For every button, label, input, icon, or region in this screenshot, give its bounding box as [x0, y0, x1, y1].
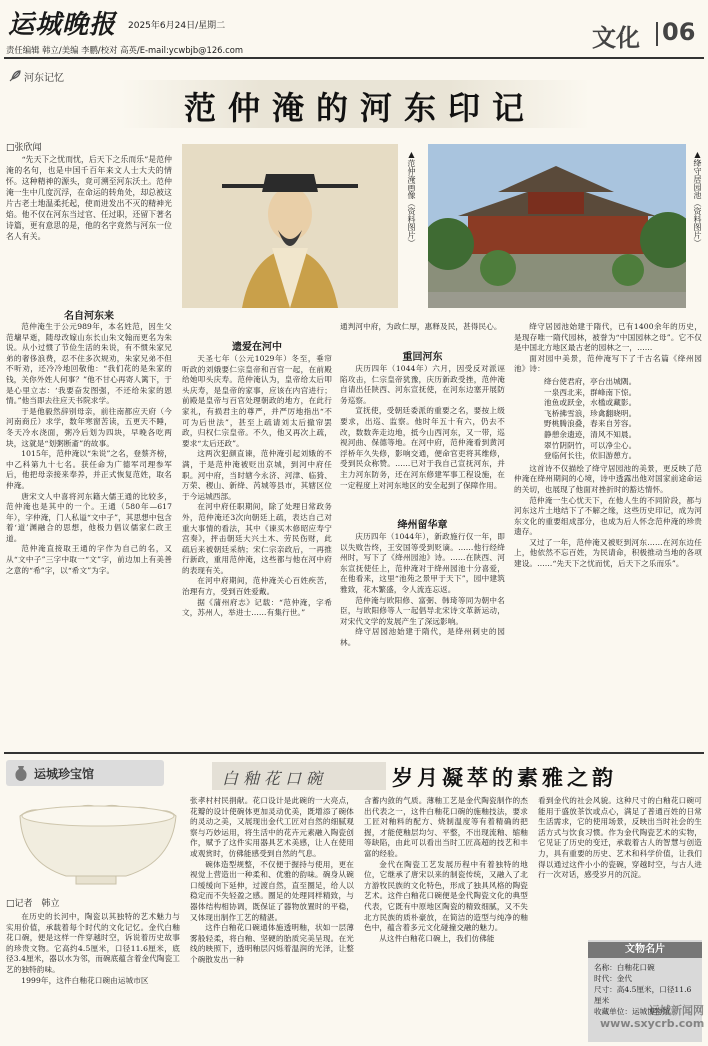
paragraph: 绛守居园池始建于隋代，是绛州刺史的园林。 [340, 627, 505, 647]
treasure-tag [6, 760, 164, 786]
masthead-rule [4, 57, 704, 59]
relic-card-row: 尺寸：高4.5厘米，口径11.6厘米 [594, 985, 692, 1005]
article-column [190, 796, 354, 1040]
paragraph: 庆历四年（1044年），新政施行仅一年，即以失败告终，王安国等受到贬谪。……他行经绛州时，写下了《绛州园池》诗。……在陕西、河东宣抚使任上，范仲淹对于绛州园池十分喜爱，在他看来，这里“池苑之景甲于天下”，园中建筑雅致，花木繁盛，令人流连忘返。 [340, 532, 505, 594]
column-tag-label: 河东记忆 [24, 73, 64, 84]
poem-line: 野桃腾浪叠，春来自芳容。 [544, 419, 637, 429]
paragraph: 范仲淹一生心忧天下，在他人生的不同阶段，都与河东这片土地结下了不解之缘，这些历史印记，成为河东文化的重要组成部分，也成为后人怀念范仲淹的珍贵遗存。 [514, 495, 702, 537]
paragraph: 金代在陶瓷工艺发展历程中有着独特的地位，它继承了唐宋以来的制瓷传统，又融入了北方游牧民族的文化特色，形成了独具风格的陶瓷艺术。这件白釉花口碗便是金代陶瓷文化的典型代表，它既有中原地区陶瓷的精致细腻，又不失北方民族的质朴豪放，在简洁的造型与纯净的釉色中，蕴含着多元文化碰撞交融的魅力。 [364, 859, 528, 933]
paragraph: 面对园中美景，范仲淹写下了千古名篇《绛州园池》诗： [514, 353, 702, 374]
paragraph: 据《蒲州府志》记载：“范仲淹，字希文，苏州人，举进士……有集行世。” [182, 597, 332, 618]
staff-line: 责任编辑 韩立/美编 李鹏/校对 高英/E-mail:ycwbjb@126.com [6, 45, 244, 55]
paragraph: 又过了一年，范仲淹又被贬到河东……在河东边任上，他依然不忘百姓，为民请命，积极推动当地的各项建设。……“先天下之忧而忧，后天下之乐而乐”。 [514, 537, 702, 569]
paragraph: 这件白釉花口碗通体施透明釉，状如一层薄雾般轻柔，将白釉、坚硬的胎质完美呈现。在光线的映照下，透明釉层闪烁着温润的光泽，让整个碗散发出一种 [190, 923, 354, 964]
article-byline: □张欣闻 [6, 143, 42, 153]
paragraph: 范仲淹生于公元989年，本名姓范，因生父范墉早逝，随母改嫁山东长山朱文翰而更名为朱说。从小过惯了节俭生活的朱说，有不惯朱家兄弟的奢侈浪费，忍不住多次规劝，朱家兄弟不但不听劝，还冷冷地回敬他：“我们花的是朱家的钱，关你外姓人何事？”他不甘心再寄人篱下，于是心里立志：‘我要奋发图强，不还给朱家的恩情。”他当即去往应天书院求学。 [6, 322, 172, 406]
paragraph: 看到金代的社会风貌。这种尺寸的白釉花口碗可能用于盛放茶饮或点心，满足了普通百姓的日常生活需求，它的使用场景，反映出当时社会的生活方式与饮食习惯。作为金代陶瓷艺术的实物，它见证了历史的变迁，承载着古人的智慧与创造力，具有重要的历史、艺术和科学价值，让我们得以通过这件小小的瓷碗，穿越时空，与古人进行一次对话，感受岁月的沉淀。 [538, 796, 702, 880]
poem [544, 377, 702, 462]
paragraph: 范仲淹直接取王通的字作为自己的名，又从“文中子”三字中取一“文”字，前边加上有美善之意的“希”字，以“希文”为字。 [6, 544, 172, 575]
portrait-image [182, 144, 398, 308]
relic-card-row: 时代：金代 [594, 974, 632, 983]
paragraph: 含蓄内敛的气质。薄釉工艺是金代陶瓷制作的杰出代表之一，这件白釉花口碗的施釉技法，要求工匠对釉料的配方、烧制温度等有着精确的把握，才能使釉层均匀、平整，不出现流釉、缩釉等缺陷，由此可以看出当时工匠高超的技艺和丰富的经验。 [364, 796, 528, 858]
article-kicker: 白釉花口碗 [222, 769, 328, 788]
paragraph: 1015年，范仲淹以“朱说”之名，登蔡齐榜，中乙科第九十七名。获任命为广德军司理参军后，他把母亲接来奉养，并正式恢复范姓，取名仲淹。 [6, 449, 172, 490]
section-body [340, 364, 505, 510]
treasure-tag-label: 运城珍宝馆 [34, 767, 95, 781]
intro-paragraph: “先天下之忧而忧，后天下之乐而乐”是范仲淹的名句，也是中国千百年来文人士大夫的情怀。这种精神的源头，竟可溯至河东沃土。范仲淹一生中几度沉浮，在命运的转角处，却总被这片古老土地温柔托起，使而进发出不灭的精神光焰。他不仅在河东当过官、任过职，还留下著名诗篇，更有意思的是，他的名字竟然与河东一位名人有关。 [6, 155, 172, 241]
article-intro [6, 154, 172, 242]
relic-card-title: 文物名片 [588, 942, 702, 958]
paragraph: 张孝村村民捐献。花口设计是此碗的一大亮点，花瓣的设计使碗体更加灵动优美，既增添了碗体的灵动之美，又展现出金代工匠对自然的细腻观察与巧妙运用，将生活中的花卉元素融入陶瓷创作，赋予了这件实用器具艺术美感，让人在使用或观赏时，仿佛能感受到自然的气息。 [190, 796, 354, 858]
article-title: 范仲淹的河东印记 [183, 89, 536, 127]
continued-text [340, 322, 505, 333]
vase-icon [12, 764, 30, 782]
paragraph: 这两次犯颜直谏，范仲淹引起刘娥的不满，于是范仲淹被贬出京城，到河中府任职。河中府，当时辖今永济、河津、临猗、万荣、稷山、新绛、芮城等县市，其辖区位于今运城西部。 [182, 449, 332, 501]
poem-line: 池鱼或跃金，水槛或藏影。 [544, 398, 637, 408]
site-watermark: 运城新闻网 www.sxycrb.com [600, 1004, 705, 1030]
article-column [364, 796, 528, 1040]
section-body [514, 322, 702, 744]
section-heading: 重回河东 [402, 352, 443, 363]
paragraph: 绛守居园池始建于隋代，已有1400余年的历史，是现存唯一隋代园林，被誉为“中国园林之母”。它不仅是中国北方地区最古老的园林之一，…… [514, 322, 702, 353]
paragraph: 天圣七年（公元1029年）冬至，垂帘听政的刘娥要仁宗皇帝和百官一起，在前殿给她叩头庆寿。范仲淹认为，皇帝给太后叩头庆寿，是皇帝的家事，应该在内宫进行；前殿是皇帝与百官处理朝政的地方，在此行家礼，有损君主的尊严，并严厉地指出“不可为后世法”，甚至上疏请刘太后撤帘罢政，归权仁宗皇帝。不久，他又再次上疏，要求“太后还政”。 [182, 354, 332, 448]
paragraph: 于是他毅然辞别母亲，前往南都应天府（今河南商丘）求学，数年寒窗苦读，五更天不睡，冬天冷水浇面，粥冷后划为四块，早晚各吃两块，这就是“划粥断齑”的故事。 [6, 406, 172, 448]
relic-card-row: 收藏单位：运城博物馆 [594, 1007, 670, 1016]
poem-line: 飞桥拂雪浪，珍禽翻晓明。 [544, 408, 637, 418]
paragraph: 这首诗不仅描绘了绛守居园池的美景，更反映了范仲淹在绛州期间的心境，诗中透露出他对国家前途命运的关切，也展现了他面对挫折时的豁达情怀。 [514, 463, 702, 494]
garden-image [428, 144, 686, 308]
paragraph: 庆历四年（1044年）六月，因受反对派诬陷攻击，仁宗皇帝犹豫，庆历新政受挫，范仲淹自请出任陕西、河东宣抚使，在河东边塞开展防务巡察。 [340, 364, 505, 405]
poem-line: 绛台使君府，亭台出城隅。 [544, 376, 637, 386]
section-body [340, 532, 505, 744]
paragraph: 1999年，这件白釉花口碗由运城市区 [21, 975, 149, 985]
section-body [6, 322, 172, 744]
paragraph: 通判河中府，为政仁厚，惠释及民，甚得民心。 [340, 322, 502, 331]
newspaper-logo: 运城晚报 [8, 10, 117, 40]
garden-caption: ▲绛守居园池（资料图片） [693, 150, 702, 247]
column-tag [8, 66, 98, 86]
section-heading: 名自河东来 [64, 311, 114, 322]
paragraph: 唐宋文人中喜将河东籍大儒王通的比较多，范仲淹也是其中的一个。王通（580年—617年），字仲淹，门人私谥“文中子”，其思想中包含着‘道’渊融合的思想，他极力倡议儒家仁政王道。 [6, 491, 172, 543]
paragraph: 碗体造型规整，不仅便于握持与使用，更在视觉上营造出一种柔和、优雅的韵味。碗身从碗口缓缓向下延伸，过渡自然，直至圈足，给人以稳定而不失轻盈之感。圈足的处理同样精致，与器体结构相协调，既保证了器物放置时的平稳，又体现出制作工艺的精湛。 [190, 859, 354, 922]
section-heading: 绛州留华章 [397, 520, 448, 531]
portrait-caption: ▲范仲淹画像（资料图片） [407, 150, 416, 247]
section-name: 文化 [592, 24, 640, 52]
article-column [538, 796, 702, 936]
feather-icon [8, 68, 22, 82]
issue-date: 2025年6月24日/星期二 [128, 21, 226, 31]
paragraph: 范仲淹与欧阳修、富弼、韩琦等同为朝中名臣，与欧阳修等人一起倡导北宋诗文革新运动，对宋代文学的发展产生了深远影响。 [340, 595, 505, 626]
paragraph: 在河中府任职期间，除了处理日常政务外，范仲淹还3次向朝廷上疏，表达自己对重大事情的看法，其中《谏买木修昭应寿宁宫奏》，抨击朝廷大兴土木、劳民伤财，此疏后来被朝廷采纳；宋仁宗亲政后，一再推行新政，重用范仲淹，这些都与他在河中府的表现有关。 [182, 502, 332, 575]
article-column [6, 912, 180, 1040]
paragraph: 从这件白釉花口碗上，我们仿佛能 [379, 933, 495, 943]
page-number: 06 [662, 18, 696, 46]
poem-line: 静憩余遗迹，清风不知晨。 [544, 429, 637, 439]
poem-line: 一泉西北来，群峰南下惊。 [544, 387, 637, 397]
paragraph: 在历史的长河中，陶瓷以其独特的艺术魅力与实用价值，承载着每个时代的文化记忆。金代白釉花口碗，便是这样一件穿越时空，诉说着历史故事的珍贵文物。它高约4.5厘米，口径11.6厘米，底径3.4厘米，器以水为邻，而碗底蕴含着金代陶瓷工艺的独特韵味。 [6, 912, 180, 974]
poem-line: 登临何长往，依旧游憩方。 [544, 451, 637, 461]
section-body [182, 354, 332, 744]
article-divider [4, 752, 704, 754]
poem-line: 翠竹阴阴竹，可以净尘心。 [544, 440, 637, 450]
article-title: 岁月凝萃的素雅之韵 [392, 765, 617, 790]
bowl-image [6, 792, 186, 892]
section-heading: 遗爱在河中 [232, 342, 282, 353]
article-byline: □记者 韩立 [6, 899, 60, 909]
masthead [0, 0, 708, 62]
section-divider [656, 22, 658, 46]
paragraph: 在河中府期间，范仲淹关心百姓疾苦，治理有方，受到百姓爱戴。 [182, 576, 332, 597]
relic-card-row: 名称：白釉花口碗 [594, 963, 655, 972]
paragraph: 宣抚使，受朝廷委派的重要之名，要按上级要求，出巡、监察。他时年五十有六，仍去不改，数数奔走边地，抵今山西河东，又一带，巡视河曲、保德等地。在河中府，范仲淹看到黄河浮桥年久失修，影响交通，便命官吏将其维修，受到民众称赞。……已对于我自己宣抚河东，并主力河东防务，还在河东修建军事工程设施，在一定程度上对河东地区的安全起到了保障作用。 [340, 406, 505, 490]
